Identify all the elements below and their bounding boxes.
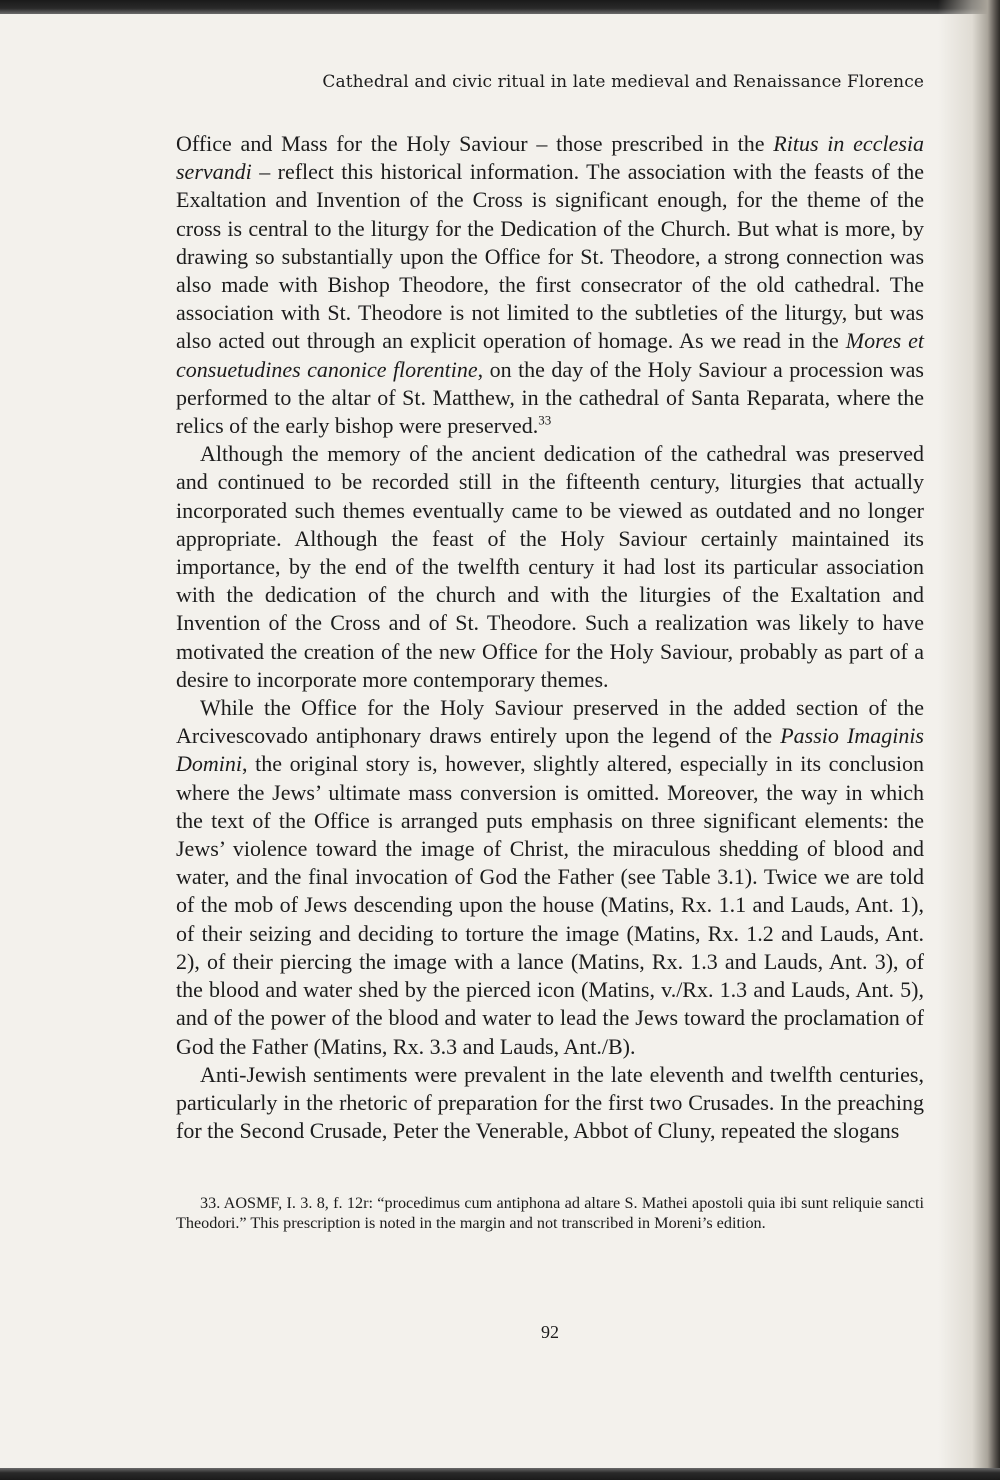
paragraph (176, 440, 924, 694)
scan-top-edge (0, 0, 1000, 14)
footnote-text: 33. AOSMF, I. 3. 8, f. 12r: “procedimus cum antiphona ad altare S. Mathei apostoli quia ibi sunt reliquie sancti Theodori.” This prescription is noted in the margin and not transcribed in Moreni’s edition. (176, 1194, 924, 1232)
text-run: – reflect this historical information. The association with the feasts of the Exaltation and Invention of the Cross is significant enough, for the theme of the cross is central to the liturgy for the Dedication of the Church. But what is more, by drawing so substantially upon the Office for St. Theodore, a strong connection was also made with Bishop Theodore, the first consecrator of the old cathedral. The association with St. Theodore is not limited to the subtleties of the liturgy, but was also acted out through an explicit operation of homage. As we read in the (176, 159, 924, 354)
paragraph (176, 694, 924, 1061)
footnote-reference: 33 (538, 412, 552, 428)
body-text (176, 130, 924, 1145)
paragraph (176, 130, 924, 440)
page-number: 92 (541, 1322, 559, 1342)
text-run: Anti-Jewish sentiments were prevalent in the late eleventh and twelfth centuries, particularly in the rhetoric of preparation for the first two Crusades. In the preaching for the Second Crusade, Peter the Venerable, Abbot of Cluny, repeated the slogans (176, 1061, 924, 1144)
page-gutter-shadow (938, 0, 1000, 1480)
italic-title: Ritus in ecclesia servandi (176, 131, 925, 185)
text-run: Office and Mass for the Holy Saviour – those prescribed in the (176, 131, 774, 156)
paragraph (176, 1061, 924, 1146)
text-run: While the Office for the Holy Saviour preserved in the added section of the Arcivescovado antiphonary draws entirely upon the legend of the (176, 695, 924, 749)
italic-title: Mores et consuetudines canonice florentine (176, 328, 924, 382)
scan-bottom-edge (0, 1468, 1000, 1480)
running-head: Cathedral and civic ritual in late medieval and Renaissance Florence (322, 72, 924, 92)
text-run: Although the memory of the ancient dedication of the cathedral was preserved and continued to be recorded still in the fifteenth century, liturgies that actually incorporated such themes eventually came to be viewed as outdated and no longer appropriate. Although the feast of the Holy Saviour certainly maintained its importance, by the end of the twelfth century it had lost its particular association with the dedication of the church and with the liturgies of the Exaltation and Invention of the Cross and of St. Theodore. Such a realization was likely to have motivated the creation of the new Office for the Holy Saviour, probably as part of a desire to incorporate more contemporary themes. (176, 441, 924, 692)
text-run: , on the day of the Holy Saviour a procession was performed to the altar of St. Matthew, in the cathedral of Santa Reparata, where the relics of the early bishop were preserved. (176, 356, 924, 439)
text-run: , the original story is, however, slightly altered, especially in its conclusion where the Jews’ ultimate mass conversion is omitted. Moreover, the way in which the text of the Office is arranged puts emphasis on three significant elements: the Jews’ violence toward the image of Christ, the miraculous shedding of blood and water, and the final invocation of God the Father (see Table 3.1). Twice we are told of the mob of Jews descending upon the house (Matins, Rx. 1.1 and Lauds, Ant. 1), of their seizing and deciding to torture the image (Matins, Rx. 1.2 and Lauds, Ant. 2), of their piercing the image with a lance (Matins, Rx. 1.3 and Lauds, Ant. 3), of the blood and water shed by the pierced icon (Matins, v./Rx. 1.3 and Lauds, Ant. 5), and of the power of the blood and water to lead the Jews toward the proclamation of God the Father (Matins, Rx. 3.3 and Lauds, Ant./B). (176, 751, 924, 1059)
footnote (176, 1193, 924, 1233)
italic-title: Passio Imaginis Domini (176, 723, 924, 777)
